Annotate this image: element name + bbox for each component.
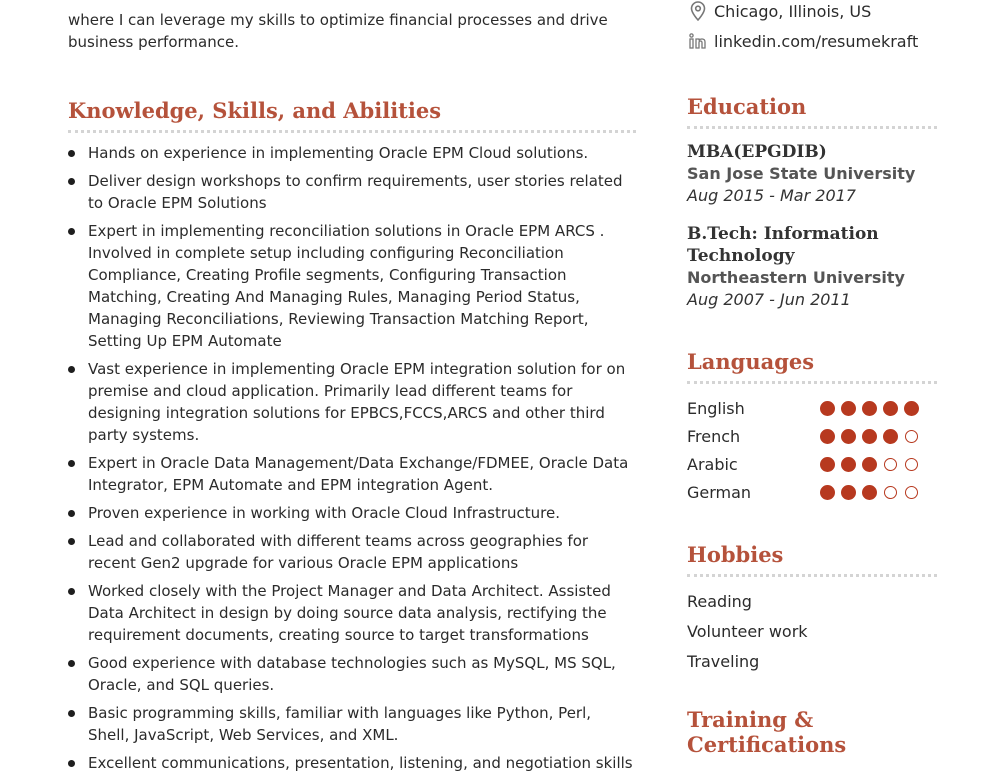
bullet-icon: [68, 538, 75, 545]
filled-dot-icon: [862, 457, 877, 472]
bullet-icon: [68, 228, 75, 235]
main-column: [68, 0, 636, 780]
contact-location: [687, 0, 937, 26]
filled-dot-icon: [841, 401, 856, 416]
empty-dot-icon: [905, 430, 918, 443]
languages-divider: [687, 381, 937, 384]
skill-text: Expert in implementing reconciliation solutions in Oracle EPM ARCS . Involved in complete setup including configuring Reconciliation Compliance, Creating Profile segments, Configuring Transaction Matching, Creating And Managing Rules, Managing Period Status, Managing Reconciliations, Reviewing Transaction Matching Report, Setting Up EPM Automate: [88, 221, 605, 350]
education-divider: [687, 126, 937, 129]
bullet-icon: [68, 460, 75, 467]
filled-dot-icon: [820, 457, 835, 472]
school: San Jose State University: [687, 164, 916, 183]
languages-section-title: Languages: [687, 349, 815, 374]
linkedin-link[interactable]: linkedin.com/resumekraft: [714, 31, 919, 51]
skills-list: [68, 142, 636, 774]
hobby-item: Volunteer work: [687, 622, 808, 641]
filled-dot-icon: [883, 429, 898, 444]
language-row: [687, 394, 937, 422]
filled-dot-icon: [883, 401, 898, 416]
skill-item: [68, 580, 636, 646]
hobby-item: Traveling: [687, 652, 760, 671]
school: Northeastern University: [687, 268, 905, 287]
language-name: Arabic: [687, 454, 738, 474]
linkedin-icon: [687, 33, 709, 49]
dates: Aug 2015 - Mar 2017: [687, 186, 856, 205]
contact-linkedin[interactable]: [687, 26, 937, 56]
skill-text: Vast experience in implementing Oracle EPM integration solution for on premise and cloud application. Primarily lead different teams for designing integration solutions for EPBCS,FCCS,ARCS and other third party systems.: [88, 359, 626, 444]
skill-item: [68, 530, 636, 574]
filled-dot-icon: [820, 429, 835, 444]
skill-item: [68, 220, 636, 352]
training-section-title: Training & Certifications: [687, 707, 847, 757]
hobbies-list: [687, 587, 937, 677]
dates: Aug 2007 - Jun 2011: [687, 290, 851, 309]
filled-dot-icon: [841, 485, 856, 500]
skill-item: [68, 752, 636, 774]
education-item: [687, 141, 937, 207]
empty-dot-icon: [884, 458, 897, 471]
skill-text: Lead and collaborated with different teams across geographies for recent Gen2 upgrade for various Oracle EPM applications: [88, 531, 589, 572]
filled-dot-icon: [862, 485, 877, 500]
education-item: [687, 223, 937, 311]
bullet-icon: [68, 760, 75, 767]
hobbies-section-title: Hobbies: [687, 542, 784, 567]
language-row: [687, 450, 937, 478]
bullet-icon: [68, 510, 75, 517]
filled-dot-icon: [862, 401, 877, 416]
skill-text: Proven experience in working with Oracle Cloud Infrastructure.: [88, 503, 560, 522]
skill-item: [68, 358, 636, 446]
languages-list: [687, 394, 937, 506]
filled-dot-icon: [820, 401, 835, 416]
skill-text: Basic programming skills, familiar with languages like Python, Perl, Shell, JavaScript, Web Services, and XML.: [88, 703, 592, 744]
skills-divider: [68, 130, 636, 133]
bullet-icon: [68, 710, 75, 717]
hobby-item: Reading: [687, 592, 752, 611]
filled-dot-icon: [841, 457, 856, 472]
proficiency-rating: [820, 429, 919, 444]
education-section-title: Education: [687, 94, 807, 119]
filled-dot-icon: [820, 485, 835, 500]
degree: MBA(EPGDIB): [687, 142, 827, 162]
skill-item: [68, 502, 636, 524]
skill-item: [68, 652, 636, 696]
language-name: English: [687, 398, 745, 418]
skill-text: Excellent communications, presentation, listening, and negotiation skills: [88, 753, 633, 772]
skill-text: Worked closely with the Project Manager and Data Architect. Assisted Data Architect in design by doing source data analysis, rectifying the requirement documents, creating source to target transformations: [88, 581, 611, 644]
skill-text: Hands on experience in implementing Oracle EPM Cloud solutions.: [88, 143, 589, 162]
skill-item: [68, 142, 636, 164]
empty-dot-icon: [884, 486, 897, 499]
bullet-icon: [68, 178, 75, 185]
summary-text: [68, 0, 636, 54]
sidebar-column: [687, 0, 937, 757]
empty-dot-icon: [905, 458, 918, 471]
skill-text: Good experience with database technologies such as MySQL, MS SQL, Oracle, and SQL queries.: [88, 653, 616, 694]
filled-dot-icon: [904, 401, 919, 416]
proficiency-rating: [820, 485, 919, 500]
hobbies-divider: [687, 574, 937, 577]
skill-text: Deliver design workshops to confirm requirements, user stories related to Oracle EPM Solutions: [88, 171, 623, 212]
language-row: [687, 478, 937, 506]
degree: B.Tech: Information Technology: [687, 224, 879, 266]
proficiency-rating: [820, 401, 919, 416]
filled-dot-icon: [841, 429, 856, 444]
language-name: German: [687, 482, 752, 502]
skill-text: Expert in Oracle Data Management/Data Exchange/FDMEE, Oracle Data Integrator, EPM Automate and EPM integration Agent.: [88, 453, 629, 494]
bullet-icon: [68, 366, 75, 373]
bullet-icon: [68, 150, 75, 157]
skill-item: [68, 702, 636, 746]
location-text: Chicago, Illinois, US: [714, 1, 872, 21]
map-pin-icon: [687, 1, 709, 21]
skill-item: [68, 170, 636, 214]
language-name: French: [687, 426, 741, 446]
bullet-icon: [68, 660, 75, 667]
filled-dot-icon: [862, 429, 877, 444]
language-row: [687, 422, 937, 450]
proficiency-rating: [820, 457, 919, 472]
skills-section-title: Knowledge, Skills, and Abilities: [68, 97, 442, 123]
empty-dot-icon: [905, 486, 918, 499]
bullet-icon: [68, 588, 75, 595]
skill-item: [68, 452, 636, 496]
summary-lines: where I can leverage my skills to optimize financial processes and drive business performance.: [68, 10, 608, 51]
